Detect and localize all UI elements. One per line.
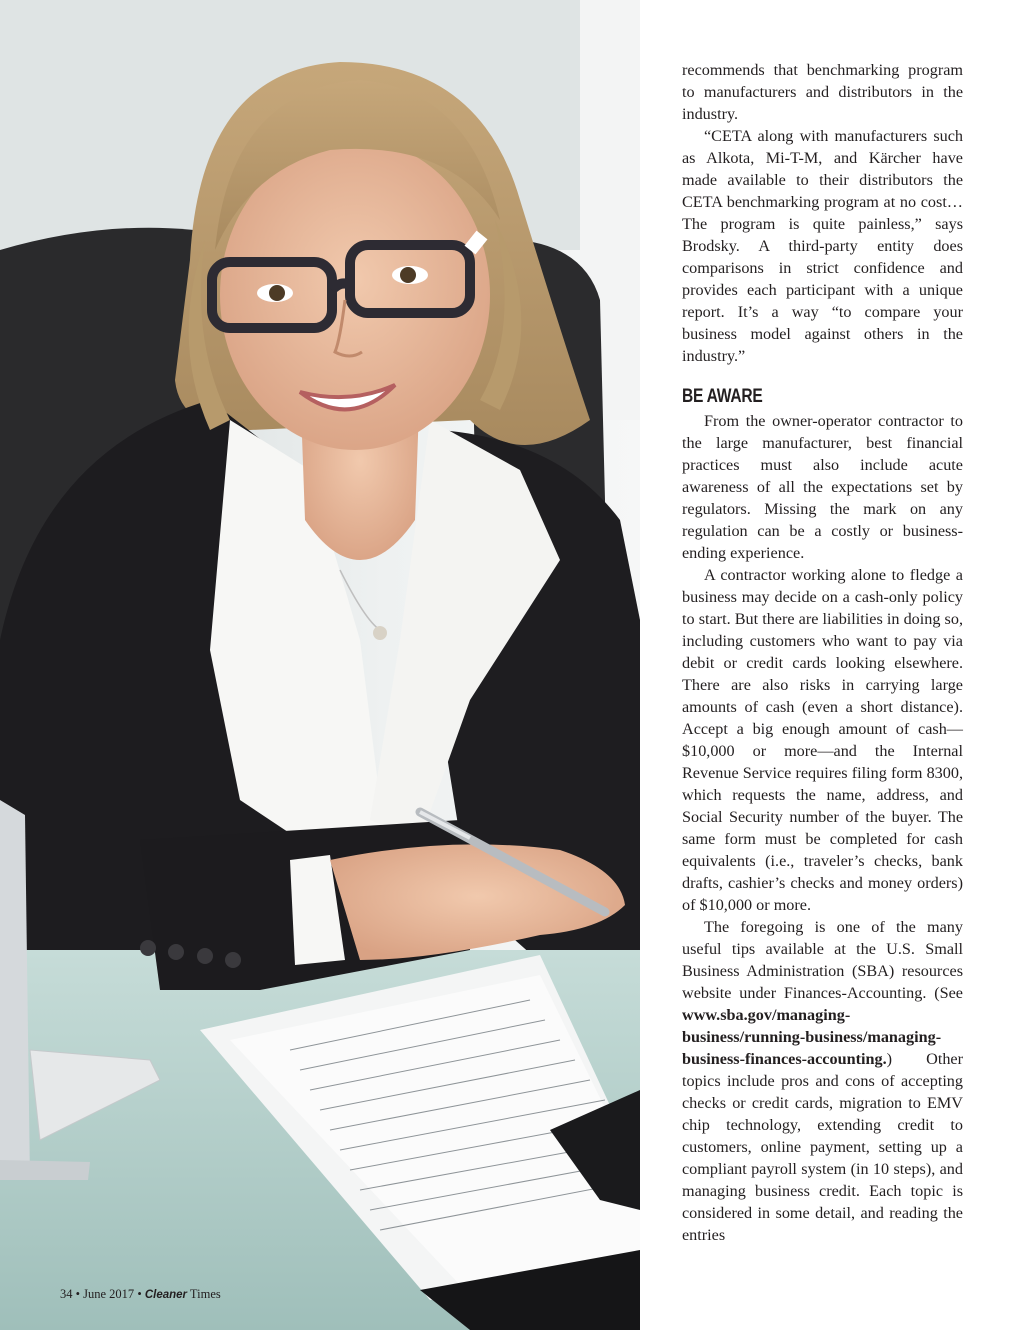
paragraph-5-end: ) Other topics include pros and cons of accepting checks or credit cards, migration to EMV chip technology, extending credit to customers, online payment, setting up a compliant payroll system (in 10 steps), and managing business credit. Each topic is considered in some detail, and reading the entries — [682, 1050, 963, 1244]
sba-url-part-1: www.sba.gov/ — [682, 1006, 777, 1024]
footer-bullet: • — [75, 1287, 81, 1301]
sba-url-part-2: managing-business/running-business/managing-business-finances-accounting. — [682, 1006, 942, 1068]
paragraph-3: From the owner-operator contractor to the large manufacturer, best financial practices must also include acute awareness of all the expectations set by regulators. Missing the mark on any regulation can be a costly or business-ending experience. — [682, 412, 963, 562]
magazine-brand: Cleaner — [144, 1289, 188, 1301]
paragraph-4: A contractor working alone to fledge a business may decide on a cash-only policy to start. But there are liabilities in doing so, including customers who want to pay via debit or credit cards looking elsewhere. There are also risks in carrying large amounts of cash (even a short distance). Accept a big enough amount of cash—$10,000 or more—and the Internal Revenue Service requires filing form 8300, which requests the name, address, and Social Security number of the buyer. The same form must be completed for cash equivalents (i.e., traveler’s checks, bank drafts, cashier’s checks and money orders) of $10,000 or more. — [682, 566, 963, 914]
issue-date: June 2017 — [83, 1287, 135, 1301]
page-footer — [60, 1287, 221, 1302]
magazine-brand-rest: Times — [189, 1287, 221, 1301]
footer-bullet-2: • — [137, 1287, 142, 1301]
paragraph-5-start: The foregoing is one of the many useful tips available at the U.S. Small Business Administration (SBA) resources website under Finances-Accounting. (See — [682, 918, 963, 1002]
section-heading: BE AWARE — [682, 386, 763, 407]
paragraph-2: “CETA along with manufacturers such as Alkota, Mi-T-M, and Kärcher have made available to their distributors the CETA benchmarking program at no cost…The program is quite painless,” says Brodsky. A third-party entity does comparisons in strict confidence and provides each participant with a unique report. It’s a way “to compare your business model against others in the industry.” — [682, 127, 963, 365]
page-number: 34 — [60, 1287, 73, 1301]
paragraph-1: recommends that benchmarking program to manufacturers and distributors in the industry. — [682, 61, 963, 123]
paragraph-5 — [682, 916, 963, 1246]
article-column — [682, 59, 963, 1246]
